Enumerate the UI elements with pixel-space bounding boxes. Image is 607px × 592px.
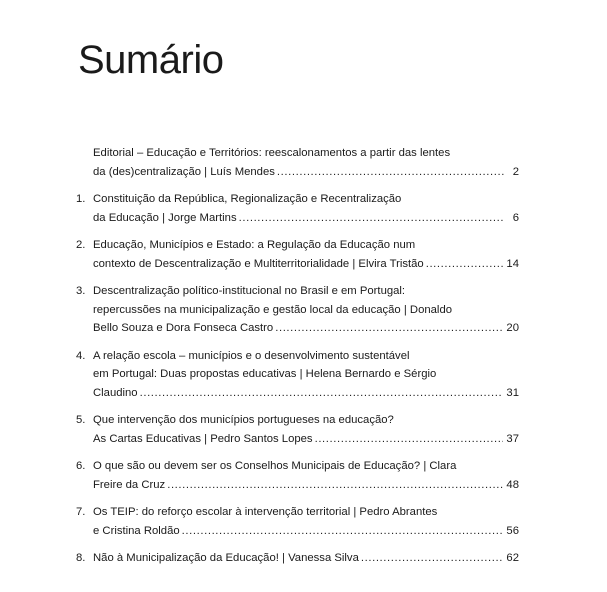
toc-entry-last-line xyxy=(93,163,519,182)
toc-entry-number: 7. xyxy=(76,506,86,518)
toc-entry-author-line: da Educação | Jorge Martins xyxy=(93,211,237,224)
toc-entry-content xyxy=(93,190,519,227)
toc-entry-line: Educação, Municípios e Estado: a Regulação da Educação num xyxy=(93,239,416,251)
toc-entry-content xyxy=(93,282,519,338)
toc-entry-page: 20 xyxy=(506,322,519,334)
toc-entry-content xyxy=(93,347,519,403)
toc-entry-last-line xyxy=(93,549,519,568)
toc-entry-line: A relação escola – municípios e o desenvolvimento sustentável xyxy=(93,349,410,362)
toc-entry-number: 1. xyxy=(76,193,86,205)
dot-leader xyxy=(426,255,504,274)
dot-leader xyxy=(315,430,504,449)
toc-entry-8[interactable] xyxy=(76,549,519,568)
toc-entry-page: 14 xyxy=(506,257,519,270)
dot-leader xyxy=(239,209,504,228)
toc-entry-line: em Portugal: Duas propostas educativas | Helena Bernardo e Sérgio xyxy=(93,368,437,380)
toc-entry-4[interactable] xyxy=(76,347,519,403)
toc-entry-last-line xyxy=(93,255,519,274)
toc-entry-last-line xyxy=(93,319,519,338)
toc-entry-number: 3. xyxy=(76,285,86,297)
toc-entry-5[interactable] xyxy=(76,411,519,448)
toc-entry-content xyxy=(93,549,519,568)
toc-entry-author-line: Claudino xyxy=(93,386,138,399)
table-of-contents xyxy=(76,144,519,577)
toc-entry-author-line: As Cartas Educativas | Pedro Santos Lopes xyxy=(93,432,313,445)
toc-entry-last-line xyxy=(93,430,519,449)
dot-leader xyxy=(140,384,504,403)
toc-entry-number: 8. xyxy=(76,552,86,564)
toc-entry-last-line xyxy=(93,522,519,541)
toc-entry-1[interactable] xyxy=(76,190,519,227)
toc-entry-author-line: e Cristina Roldão xyxy=(93,524,180,537)
toc-entry-editorial[interactable] xyxy=(76,144,519,181)
dot-leader xyxy=(275,319,503,338)
toc-entry-page: 56 xyxy=(506,524,519,537)
toc-entry-line: Descentralização político-institucional no Brasil e em Portugal: xyxy=(93,285,406,297)
toc-entry-number: 5. xyxy=(76,414,86,426)
toc-entry-page: 62 xyxy=(506,552,519,564)
toc-entry-number: 2. xyxy=(76,239,86,251)
toc-entry-content xyxy=(93,236,519,273)
toc-entry-content xyxy=(93,457,519,494)
toc-entry-last-line xyxy=(93,476,519,495)
toc-entry-6[interactable] xyxy=(76,457,519,494)
toc-entry-number xyxy=(76,144,93,181)
toc-entry-7[interactable] xyxy=(76,503,519,540)
toc-entry-2[interactable] xyxy=(76,236,519,273)
dot-leader xyxy=(182,522,504,541)
toc-entry-content xyxy=(93,411,519,448)
toc-entry-line: Os TEIP: do reforço escolar à intervenção territorial | Pedro Abrantes xyxy=(93,506,438,518)
toc-entry-author-line: Freire da Cruz xyxy=(93,478,166,491)
toc-entry-page: 31 xyxy=(506,386,519,399)
toc-entry-3[interactable] xyxy=(76,282,519,338)
dot-leader xyxy=(277,163,504,182)
toc-entry-last-line xyxy=(93,209,519,228)
toc-entry-number: 4. xyxy=(76,349,86,362)
toc-entry-line: Constituição da República, Regionalização e Recentralização xyxy=(93,193,402,205)
toc-entry-line: O que são ou devem ser os Conselhos Municipais de Educação? | Clara xyxy=(93,460,457,472)
toc-entry-content xyxy=(93,503,519,540)
toc-entry-page: 48 xyxy=(506,478,519,491)
dot-leader xyxy=(361,549,504,568)
toc-entry-author-line: Bello Souza e Dora Fonseca Castro xyxy=(93,322,274,334)
page-title: Sumário xyxy=(78,38,224,82)
toc-entry-line: repercussões na municipalização e gestão local da educação | Donaldo xyxy=(93,303,453,316)
toc-entry-content xyxy=(93,144,519,181)
toc-entry-line: Editorial – Educação e Territórios: reescalonamentos a partir das lentes xyxy=(93,147,451,159)
toc-entry-author-line: contexto de Descentralização e Multiterritorialidade | Elvira Tristão xyxy=(93,257,424,270)
toc-entry-page: 2 xyxy=(512,165,519,178)
toc-entry-author-line: Não à Municipalização da Educação! | Vanessa Silva xyxy=(93,552,359,564)
toc-entry-author-line: da (des)centralização | Luís Mendes xyxy=(93,165,275,178)
toc-entry-page: 6 xyxy=(512,211,519,224)
dot-leader xyxy=(167,476,503,495)
toc-entry-number: 6. xyxy=(76,460,86,472)
toc-entry-page: 37 xyxy=(506,432,519,445)
toc-entry-line: Que intervenção dos municípios portugueses na educação? xyxy=(93,414,394,426)
toc-entry-last-line xyxy=(93,384,519,403)
